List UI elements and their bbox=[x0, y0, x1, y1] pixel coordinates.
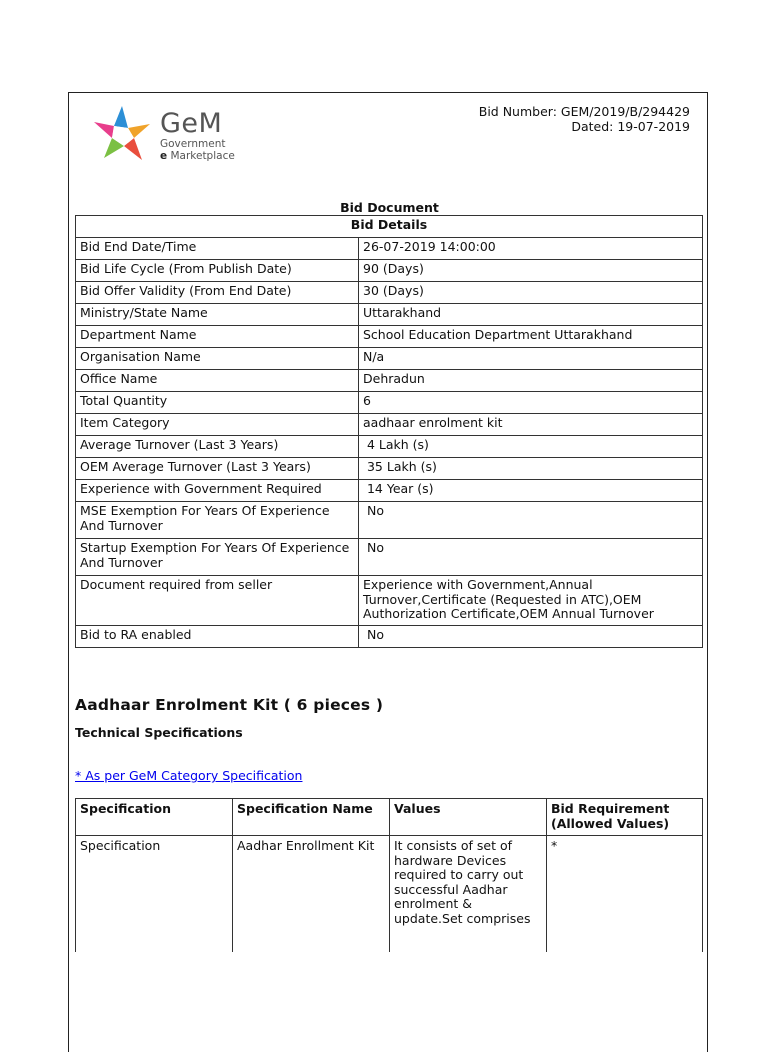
bid-details-table bbox=[75, 215, 703, 648]
table-row bbox=[76, 282, 703, 304]
table-row bbox=[76, 370, 703, 392]
table-row bbox=[76, 348, 703, 370]
detail-value: No bbox=[359, 539, 703, 576]
table-row bbox=[76, 502, 703, 539]
document-title: Bid Document bbox=[340, 200, 439, 215]
logo-subtitle-government: Government bbox=[160, 138, 226, 150]
table-row bbox=[76, 539, 703, 576]
table-row bbox=[76, 626, 703, 648]
detail-value: School Education Department Uttarakhand bbox=[359, 326, 703, 348]
logo-title: GeM bbox=[160, 108, 223, 139]
detail-value: 4 Lakh (s) bbox=[359, 436, 703, 458]
detail-key: Bid Life Cycle (From Publish Date) bbox=[76, 260, 359, 282]
gem-category-specification-link[interactable]: * As per GeM Category Specification bbox=[75, 768, 303, 783]
technical-specifications-heading: Technical Specifications bbox=[75, 725, 243, 740]
table-row bbox=[76, 304, 703, 326]
detail-value: Dehradun bbox=[359, 370, 703, 392]
detail-value: 26-07-2019 14:00:00 bbox=[359, 238, 703, 260]
table-row bbox=[76, 238, 703, 260]
table-row bbox=[76, 458, 703, 480]
spec-cell-name: Aadhar Enrollment Kit bbox=[233, 836, 390, 953]
detail-key: Organisation Name bbox=[76, 348, 359, 370]
bid-date: Dated: 19-07-2019 bbox=[571, 119, 690, 134]
bid-meta bbox=[479, 104, 690, 134]
spec-header-specification: Specification bbox=[76, 799, 233, 836]
detail-key: Bid to RA enabled bbox=[76, 626, 359, 648]
table-row bbox=[76, 392, 703, 414]
spec-cell-requirement: * bbox=[547, 836, 703, 953]
detail-value: Experience with Government,Annual Turnover,Certificate (Requested in ATC),OEM Authorization Certificate,OEM Annual Turnover bbox=[359, 576, 703, 626]
item-title: Aadhaar Enrolment Kit ( 6 pieces ) bbox=[75, 696, 384, 714]
detail-key: Item Category bbox=[76, 414, 359, 436]
bid-details-heading: Bid Details bbox=[76, 216, 703, 238]
detail-value: 30 (Days) bbox=[359, 282, 703, 304]
table-row bbox=[76, 260, 703, 282]
spec-header-specification-name: Specification Name bbox=[233, 799, 390, 836]
detail-value: 35 Lakh (s) bbox=[359, 458, 703, 480]
detail-key: Startup Exemption For Years Of Experience And Turnover bbox=[76, 539, 359, 576]
spec-header-row bbox=[76, 799, 703, 836]
table-row bbox=[76, 326, 703, 348]
detail-key: Total Quantity bbox=[76, 392, 359, 414]
detail-key: OEM Average Turnover (Last 3 Years) bbox=[76, 458, 359, 480]
detail-key: MSE Exemption For Years Of Experience And Turnover bbox=[76, 502, 359, 539]
spec-cell-values: It consists of set of hardware Devices required to carry out successful Aadhar enrolment & update.Set comprises bbox=[390, 836, 547, 953]
detail-value: 6 bbox=[359, 392, 703, 414]
spec-cell-specification: Specification bbox=[76, 836, 233, 953]
detail-key: Bid End Date/Time bbox=[76, 238, 359, 260]
detail-key: Office Name bbox=[76, 370, 359, 392]
detail-value: Uttarakhand bbox=[359, 304, 703, 326]
table-row bbox=[76, 436, 703, 458]
specification-table bbox=[75, 798, 703, 952]
spec-header-values: Values bbox=[390, 799, 547, 836]
detail-value: No bbox=[359, 502, 703, 539]
detail-key: Average Turnover (Last 3 Years) bbox=[76, 436, 359, 458]
detail-key: Ministry/State Name bbox=[76, 304, 359, 326]
logo-subtitle-marketplace: e Marketplace bbox=[160, 150, 235, 162]
table-row bbox=[76, 576, 703, 626]
table-row bbox=[76, 414, 703, 436]
detail-value: 14 Year (s) bbox=[359, 480, 703, 502]
table-row bbox=[76, 836, 703, 953]
detail-key: Department Name bbox=[76, 326, 359, 348]
bid-number: Bid Number: GEM/2019/B/294429 bbox=[478, 104, 690, 119]
detail-key: Experience with Government Required bbox=[76, 480, 359, 502]
detail-value: N/a bbox=[359, 348, 703, 370]
detail-key: Document required from seller bbox=[76, 576, 359, 626]
detail-value: 90 (Days) bbox=[359, 260, 703, 282]
detail-key: Bid Offer Validity (From End Date) bbox=[76, 282, 359, 304]
detail-value: aadhaar enrolment kit bbox=[359, 414, 703, 436]
spec-header-bid-requirement: Bid Requirement (Allowed Values) bbox=[547, 799, 703, 836]
table-row bbox=[76, 480, 703, 502]
detail-value: No bbox=[359, 626, 703, 648]
